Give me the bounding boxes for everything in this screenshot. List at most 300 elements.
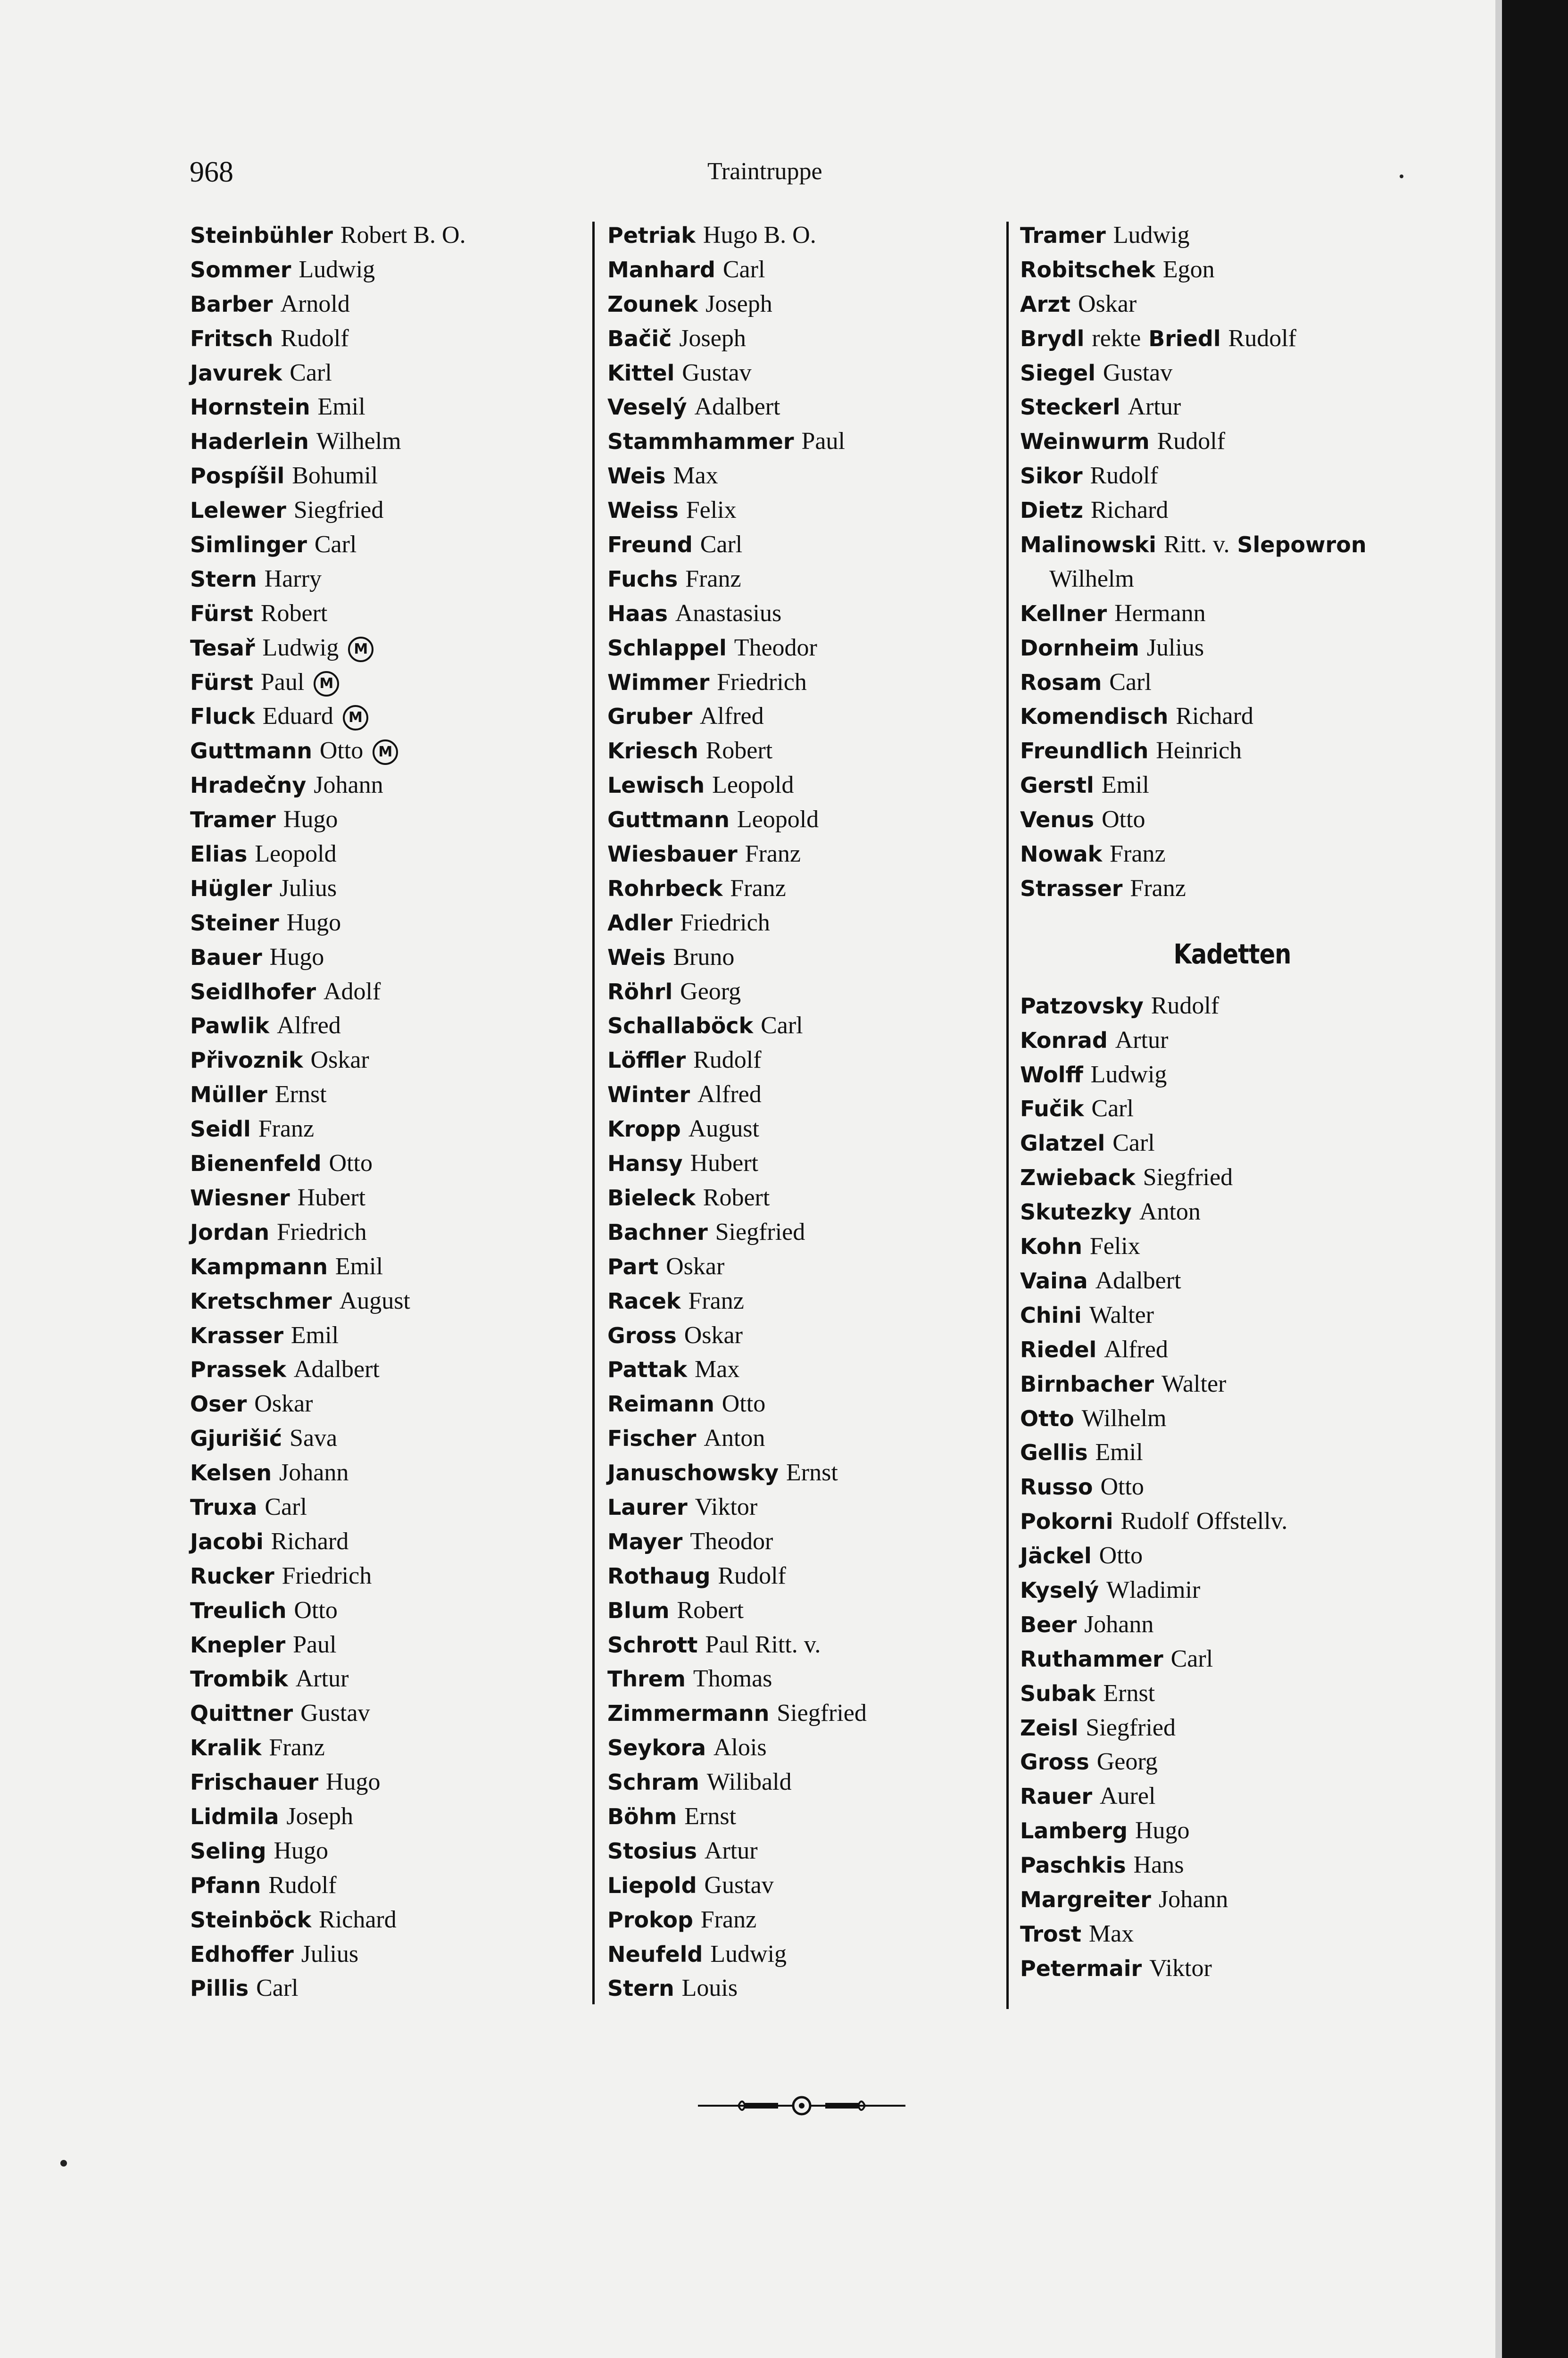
name-entry (607, 390, 1013, 424)
entry-surname: Müller (190, 1082, 267, 1108)
entry-given-name: Adalbert (1095, 1267, 1181, 1294)
name-entry (607, 596, 1013, 631)
entry-surname: Fluck (190, 704, 255, 730)
name-entry (1020, 287, 1444, 321)
entry-surname: Riedel (1020, 1337, 1097, 1362)
entry-given-name: Carl (1109, 668, 1152, 696)
entry-surname: Trombik (190, 1666, 288, 1692)
entry-given-name: Oskar (666, 1253, 725, 1280)
name-entry (1020, 1057, 1444, 1092)
name-entry (607, 1834, 1013, 1868)
entry-surname: Quittner (190, 1701, 293, 1727)
entry-surname: Hügler (190, 875, 272, 901)
name-entry (190, 1765, 577, 1799)
name-entry (607, 1902, 1013, 1937)
entry-surname: Wiesner (190, 1185, 290, 1211)
entry-surname: Weis (607, 463, 666, 489)
entry-surname: Weis (607, 944, 666, 970)
entry-surname: Frischauer (190, 1769, 319, 1795)
entry-given-name: Felix (1089, 1233, 1140, 1260)
entry-given-name: Adalbert (694, 393, 780, 421)
mark-circle-icon: M (314, 671, 339, 697)
entry-given-name: Max (673, 462, 718, 490)
name-entry (190, 1421, 577, 1455)
entry-surname: Pattak (607, 1357, 688, 1383)
entry-given-name: Ludwig (710, 1940, 787, 1968)
entry-given-name: Rudolf (1120, 1508, 1189, 1535)
name-entry (190, 1043, 577, 1077)
name-entry (1020, 1470, 1444, 1504)
name-entry (190, 1627, 577, 1662)
entry-given-name: Friedrich (277, 1218, 367, 1245)
name-entry (607, 424, 1013, 458)
name-entry (607, 1043, 1013, 1077)
entry-given-name: Carl (256, 1975, 299, 2002)
entry-surname: Freund (607, 532, 693, 558)
entry-surname: Kretschmer (190, 1288, 332, 1314)
entry-surname: Javurek (190, 360, 282, 386)
name-entry (1020, 390, 1444, 424)
entry-surname: Russo (1020, 1474, 1093, 1500)
entry-given-name: Louis (681, 1975, 738, 2002)
entry-surname: Gerstl (1020, 772, 1094, 798)
entry-surname: Bachner (607, 1219, 708, 1245)
entry-surname: Racek (607, 1288, 681, 1314)
entry-surname: Glatzel (1020, 1130, 1105, 1156)
name-entry (607, 1868, 1013, 1902)
entry-given-name: Paul (260, 668, 305, 696)
name-entry (190, 1730, 577, 1765)
entry-alt-surname: Slepowron (1237, 532, 1367, 558)
entry-surname: Paschkis (1020, 1852, 1126, 1878)
name-entry (190, 1387, 577, 1421)
entry-given-name: Anastasius (675, 599, 782, 627)
entry-given-name: Wilibald (706, 1768, 792, 1796)
entry-given-name: Johann (1084, 1611, 1154, 1638)
name-entry (607, 1455, 1013, 1490)
entry-surname: Zimmermann (607, 1701, 770, 1727)
entry-surname: Chini (1020, 1302, 1082, 1328)
entry-surname: Hansy (607, 1151, 683, 1177)
entry-surname: Schrott (607, 1632, 698, 1658)
name-entry (607, 1559, 1013, 1593)
entry-surname: Edhoffer (190, 1941, 294, 1967)
name-entry (607, 631, 1013, 665)
entry-given-name: Franz (700, 1906, 757, 1933)
entry-given-name: Franz (1110, 840, 1166, 868)
name-entry (190, 1661, 577, 1696)
name-entry (190, 1971, 577, 2005)
entry-surname: Sikor (1020, 463, 1083, 489)
entry-given-name: Carl (290, 359, 332, 386)
name-entry (607, 699, 1013, 733)
name-entry (607, 287, 1013, 321)
entry-surname: Schallaböck (607, 1013, 754, 1039)
entry-given-name: Franz (258, 1115, 315, 1143)
entry-given-name: Aurel (1100, 1783, 1156, 1810)
entry-given-name: Paul Ritt. v. (705, 1631, 821, 1658)
entry-surname: Přivoznik (190, 1047, 303, 1073)
entry-surname: Gross (607, 1322, 677, 1348)
entry-given-name: Otto (1100, 1473, 1144, 1501)
entry-given-name: Ernst (274, 1081, 327, 1108)
entry-given-name: Arnold (280, 290, 350, 317)
entry-given-name: Alois (713, 1734, 767, 1761)
entry-given-name: Robert (260, 599, 328, 627)
entry-given-name: Max (695, 1356, 740, 1383)
entry-surname: Seidl (190, 1116, 251, 1142)
mark-circle-icon: M (343, 705, 368, 731)
entry-surname: Guttmann (607, 807, 730, 833)
name-entry (607, 940, 1013, 974)
name-entry (190, 1352, 577, 1387)
entry-surname: Barber (190, 291, 273, 317)
name-entry (607, 871, 1013, 905)
name-entry (1020, 218, 1444, 252)
entry-surname: Siegel (1020, 360, 1095, 386)
name-entry (607, 493, 1013, 527)
entry-surname: Seykora (607, 1735, 706, 1761)
entry-surname: Bieleck (607, 1185, 696, 1211)
entry-surname: Pokorni (1020, 1509, 1113, 1535)
name-entry (1020, 1229, 1444, 1263)
entry-surname: Liepold (607, 1872, 697, 1898)
closing-ornament (698, 2089, 905, 2122)
name-entry (190, 1455, 577, 1490)
entry-surname: Schram (607, 1769, 699, 1795)
entry-given-name: Friedrich (717, 668, 807, 696)
name-entry (190, 424, 577, 458)
entry-continuation: Wilhelm (1049, 565, 1134, 592)
name-column-3 (1020, 218, 1444, 1985)
name-entry (190, 1902, 577, 1937)
entry-surname: Seling (190, 1838, 266, 1864)
name-entry (607, 321, 1013, 356)
entry-surname: Beer (1020, 1611, 1077, 1637)
entry-surname: Mayer (607, 1528, 683, 1554)
name-entry (1020, 1573, 1444, 1607)
name-entry (1020, 1917, 1444, 1951)
entry-given-name: Bruno (673, 943, 735, 971)
entry-alt-surname: Briedl (1148, 325, 1221, 351)
name-entry (607, 527, 1013, 562)
name-entry (1020, 1779, 1444, 1813)
entry-given-name: Julius (301, 1940, 359, 1968)
name-entry (190, 493, 577, 527)
entry-given-name: Emil (335, 1253, 383, 1280)
entry-surname: Sommer (190, 257, 291, 282)
entry-given-name: Carl (1112, 1129, 1155, 1157)
entry-surname: Oser (190, 1391, 247, 1417)
name-entry (190, 733, 577, 768)
entry-surname: Hornstein (190, 394, 310, 420)
entry-surname: Löffler (607, 1047, 686, 1073)
entry-given-name: Robert (677, 1596, 744, 1624)
entry-given-name: Franz (688, 1287, 744, 1314)
entry-surname: Pawlik (190, 1013, 270, 1039)
entry-surname: Schlappel (607, 635, 727, 661)
entry-surname: Steckerl (1020, 394, 1120, 420)
entry-given-name: Oskar (684, 1321, 743, 1349)
entry-given-name: Franz (745, 840, 801, 868)
entry-surname: Arzt (1020, 291, 1071, 317)
name-entry (1020, 1126, 1444, 1160)
entry-given-name: Alfred (1104, 1336, 1168, 1363)
entry-given-name: Leopold (737, 806, 819, 833)
name-entry (1020, 1710, 1444, 1745)
name-entry (607, 1215, 1013, 1249)
name-entry (1020, 1263, 1444, 1298)
entry-surname: Trost (1020, 1921, 1081, 1947)
name-entry (190, 837, 577, 871)
name-entry (607, 1799, 1013, 1834)
entry-given-name: Heinrich (1156, 737, 1242, 764)
entry-surname: Krasser (190, 1322, 284, 1348)
entry-given-name: Rudolf (1151, 992, 1220, 1019)
name-entry (1020, 1538, 1444, 1573)
entry-given-name: Carl (1091, 1095, 1134, 1122)
entry-given-name: Robert B. O. (340, 222, 466, 249)
entry-given-name: Rudolf (281, 324, 349, 352)
entry-given-name: rekte (1092, 324, 1141, 352)
entry-surname: Stern (607, 1976, 674, 2001)
entry-surname: Rohrbeck (607, 875, 723, 901)
entry-given-name: Otto (1099, 1542, 1143, 1569)
entry-surname: Treulich (190, 1597, 287, 1623)
name-entry (190, 1112, 577, 1146)
entry-surname: Rothaug (607, 1563, 711, 1589)
entry-given-name: Franz (685, 565, 741, 592)
entry-given-name: Theodor (734, 634, 817, 661)
name-entry (607, 1696, 1013, 1730)
entry-given-name: Hugo (269, 943, 324, 971)
entry-suffix: Rudolf (1228, 324, 1296, 352)
entry-surname: Steiner (190, 910, 279, 936)
entry-given-name: Emil (1101, 772, 1149, 799)
entry-surname: Stern (190, 566, 257, 592)
name-entry (607, 1112, 1013, 1146)
entry-given-name: Georg (1096, 1748, 1158, 1776)
name-entry (190, 252, 577, 287)
entry-surname: Manhard (607, 257, 715, 282)
name-entry (190, 1077, 577, 1112)
entry-surname: Gruber (607, 704, 693, 730)
name-entry (607, 837, 1013, 871)
page-number: 968 (190, 156, 233, 188)
entry-surname: Guttmann (190, 738, 312, 764)
name-entry (190, 1215, 577, 1249)
entry-surname: Rosam (1020, 669, 1102, 695)
name-entry (190, 596, 577, 631)
name-entry (607, 733, 1013, 768)
name-entry (1020, 802, 1444, 837)
entry-surname: Kittel (607, 360, 675, 386)
name-entry (190, 1696, 577, 1730)
name-entry (1020, 1195, 1444, 1229)
entry-given-name: Felix (686, 497, 737, 524)
name-entry (607, 1524, 1013, 1559)
name-entry (607, 1284, 1013, 1318)
name-column-2 (607, 218, 1013, 2005)
name-entry (1020, 1367, 1444, 1401)
entry-surname: Pillis (190, 1976, 249, 2001)
entry-given-name: Alfred (699, 703, 764, 730)
name-entry (1020, 699, 1444, 733)
entry-given-name: Artur (704, 1837, 758, 1864)
entry-given-name: Wladimir (1106, 1576, 1201, 1603)
entry-given-name: August (688, 1115, 759, 1143)
page-edge-shadow (1495, 0, 1502, 2358)
name-entry (1020, 252, 1444, 287)
entry-given-name: Carl (314, 531, 357, 558)
entry-given-name: Carl (265, 1493, 307, 1520)
entry-given-name: Hugo (283, 806, 338, 833)
entry-surname: Kyselý (1020, 1577, 1099, 1603)
name-entry (607, 1730, 1013, 1765)
entry-surname: Januschowsky (607, 1460, 779, 1486)
name-entry (190, 1834, 577, 1868)
name-entry (607, 905, 1013, 940)
entry-surname: Elias (190, 841, 248, 867)
entry-given-name: Ludwig (1113, 222, 1190, 249)
entry-given-name: Richard (1176, 703, 1253, 730)
entry-given-name: Artur (295, 1665, 349, 1693)
name-entry (190, 1937, 577, 1971)
entry-surname: Adler (607, 910, 673, 936)
name-entry (190, 1146, 577, 1180)
entry-given-name: Wilhelm (316, 428, 401, 455)
entry-surname: Tramer (190, 807, 276, 833)
entry-surname: Margreiter (1020, 1886, 1151, 1912)
entry-given-name: Anton (704, 1425, 765, 1452)
name-entry (190, 871, 577, 905)
entry-given-name: Hugo (286, 909, 341, 936)
entry-given-name: Hubert (297, 1184, 366, 1211)
entry-surname: Kropp (607, 1116, 681, 1142)
name-entry (190, 665, 577, 699)
entry-given-name: Emil (1095, 1439, 1143, 1466)
name-entry (607, 802, 1013, 837)
name-entry (1020, 321, 1444, 356)
entry-given-name: Rudolf (693, 1046, 762, 1074)
entry-surname: Komendisch (1020, 704, 1169, 730)
entry-given-name: Ludwig (1090, 1061, 1167, 1088)
entry-given-name: Johann (314, 772, 383, 799)
entry-given-name: Otto (294, 1596, 338, 1624)
entry-surname: Threm (607, 1666, 686, 1692)
entry-given-name: Eduard (262, 703, 333, 730)
name-entry (607, 1937, 1013, 1971)
name-entry (1020, 1676, 1444, 1710)
entry-given-name: Franz (269, 1734, 325, 1761)
name-entry (190, 1593, 577, 1627)
name-entry (607, 1077, 1013, 1112)
entry-given-name: Rudolf (1157, 428, 1226, 455)
name-entry (1020, 1882, 1444, 1917)
entry-given-name: Emil (290, 1321, 339, 1349)
entry-surname: Bačič (607, 325, 672, 351)
entry-surname: Steinbühler (190, 223, 333, 248)
entry-given-name: Adalbert (293, 1356, 380, 1383)
entry-surname: Laurer (607, 1494, 688, 1520)
entry-surname: Robitschek (1020, 257, 1155, 282)
entry-surname: Brydl (1020, 325, 1085, 351)
name-entry (190, 458, 577, 493)
name-entry (607, 1765, 1013, 1799)
entry-surname: Truxa (190, 1494, 257, 1520)
name-entry (190, 218, 577, 252)
entry-given-name: Friedrich (680, 909, 770, 936)
name-entry (1020, 1504, 1444, 1538)
name-entry (190, 940, 577, 974)
name-entry (190, 1799, 577, 1834)
name-entry (607, 1627, 1013, 1662)
entry-given-name: Viktor (1149, 1954, 1212, 1982)
entry-surname: Bienenfeld (190, 1151, 322, 1177)
name-entry (1020, 768, 1444, 802)
entry-surname: Knepler (190, 1632, 286, 1658)
entry-surname: Lewisch (607, 772, 705, 798)
name-entry (190, 1559, 577, 1593)
entry-given-name: Hans (1133, 1852, 1184, 1879)
entry-surname: Seidlhofer (190, 979, 316, 1005)
name-entry (1020, 1813, 1444, 1848)
entry-surname: Skutezky (1020, 1199, 1132, 1225)
name-entry (190, 1284, 577, 1318)
entry-surname: Neufeld (607, 1941, 703, 1967)
name-entry (190, 1180, 577, 1215)
name-entry (1020, 1607, 1444, 1642)
name-entry (190, 356, 577, 390)
entry-given-name: Gustav (300, 1700, 370, 1727)
entry-given-name: Max (1088, 1920, 1134, 1947)
name-entry (1020, 1435, 1444, 1470)
entry-given-name: Franz (1130, 874, 1186, 902)
entry-surname: Wolff (1020, 1062, 1083, 1088)
name-entry (607, 356, 1013, 390)
entry-given-name: Siegfried (715, 1218, 805, 1245)
entry-surname: Wimmer (607, 669, 710, 695)
entry-surname: Patzovsky (1020, 993, 1144, 1019)
entry-given-name: Hugo (1135, 1817, 1190, 1844)
ink-speck (1400, 174, 1403, 178)
entry-surname: Lidmila (190, 1803, 279, 1829)
entry-surname: Weinwurm (1020, 429, 1150, 455)
entry-given-name: Richard (319, 1906, 397, 1933)
entry-given-name: Siegfried (1143, 1164, 1233, 1191)
entry-given-name: Gustav (704, 1871, 774, 1899)
entry-surname: Prassek (190, 1357, 286, 1383)
entry-given-name: Sava (290, 1425, 338, 1452)
entry-given-name: Paul (801, 428, 845, 455)
entry-given-name: August (339, 1287, 410, 1314)
column-rule-left (592, 222, 595, 2004)
entry-surname: Gjurišić (190, 1426, 282, 1452)
entry-given-name: Ernst (786, 1459, 838, 1486)
entry-given-name: Johann (1158, 1885, 1228, 1913)
entry-surname: Nowak (1020, 841, 1103, 867)
name-entry (607, 1971, 1013, 2005)
entry-surname: Winter (607, 1082, 690, 1108)
name-entry (607, 1490, 1013, 1524)
running-head: Traintruppe (707, 158, 822, 185)
entry-given-name: Siegfried (777, 1700, 867, 1727)
entry-given-name: Robert (705, 737, 773, 764)
entry-given-name: Hubert (690, 1150, 758, 1177)
entry-given-name: Gustav (1103, 359, 1173, 386)
name-entry (190, 768, 577, 802)
name-entry (190, 1868, 577, 1902)
